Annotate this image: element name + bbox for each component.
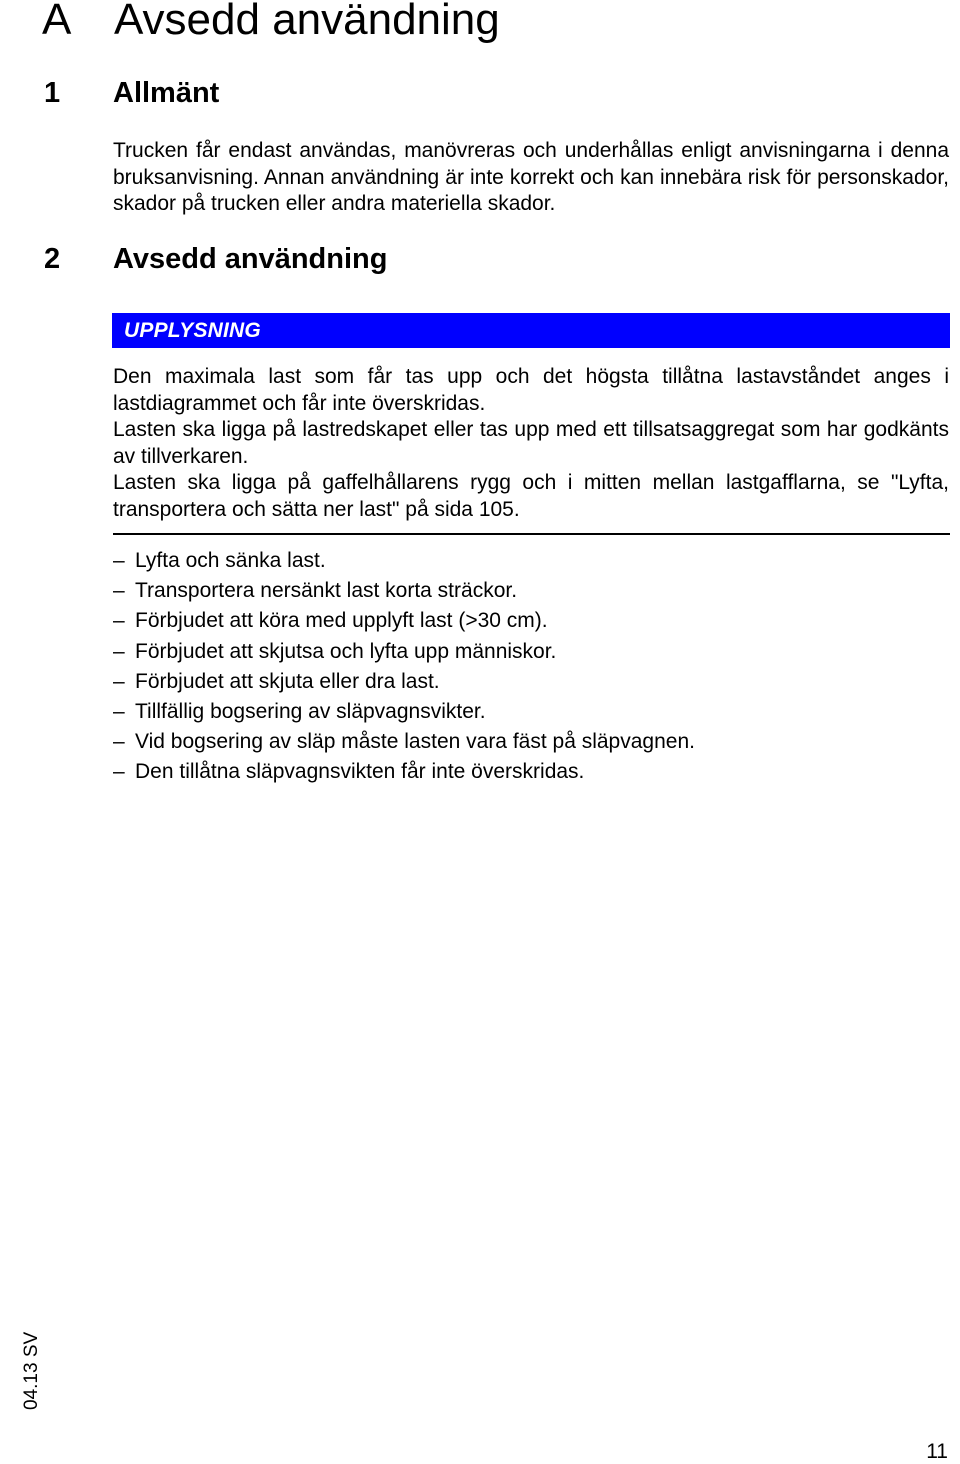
list-item: [113, 576, 695, 606]
dash-marker: –: [113, 579, 125, 603]
notice-body: [113, 364, 949, 523]
notice-paragraph: Lasten ska ligga på lastredskapet eller tas upp med ett tillsatsaggregat som har godkänts av tillverkaren.: [113, 418, 949, 468]
chapter-heading: [42, 0, 500, 44]
list-item: [113, 546, 695, 576]
list-item: [113, 757, 695, 787]
list-item-text: Tillfällig bogsering av släpvagnsvikter.: [135, 700, 486, 724]
section-number: 2: [44, 243, 61, 275]
section-heading-2: [44, 243, 387, 275]
list-item-text: Transportera nersänkt last korta sträckor.: [135, 579, 518, 603]
list-item: [113, 606, 695, 636]
revision-code: 04.13 SV: [21, 1331, 42, 1410]
section-number: 1: [44, 77, 61, 109]
section-heading-1: [44, 77, 219, 109]
list-item-text: Förbjudet att köra med upplyft last (>30 cm).: [135, 609, 548, 633]
list-item-text: Förbjudet att skjuta eller dra last.: [135, 669, 440, 693]
list-item-text: Vid bogsering av släp måste lasten vara fäst på släpvagnen.: [135, 730, 695, 754]
dash-marker: –: [113, 669, 125, 693]
list-item-text: Den tillåtna släpvagnsvikten får inte överskridas.: [135, 760, 585, 784]
section-1-body: [113, 138, 949, 218]
chapter-title: Avsedd användning: [114, 0, 500, 44]
list-item-text: Lyfta och sänka last.: [135, 549, 326, 572]
list-item: [113, 637, 695, 667]
dash-marker: –: [113, 639, 125, 663]
notice-end-rule: [113, 533, 950, 535]
usage-list: [113, 546, 695, 788]
list-item: [113, 697, 695, 727]
list-item-text: Förbjudet att skjutsa och lyfta upp människor.: [135, 639, 557, 663]
dash-marker: –: [113, 700, 125, 724]
paragraph: Trucken får endast användas, manövreras och underhållas enligt anvisningarna i denna bruksanvisning. Annan användning är inte korrekt och kan innebära risk för personskador, skador på trucken eller andra materiella skador.: [113, 139, 949, 215]
dash-marker: –: [113, 549, 125, 572]
dash-marker: –: [113, 609, 125, 633]
list-item: [113, 727, 695, 757]
notice-banner: [112, 313, 950, 348]
notice-label: UPPLYSNING: [124, 319, 261, 342]
section-title: Avsedd användning: [113, 243, 388, 275]
notice-paragraph: Lasten ska ligga på gaffelhållarens rygg och i mitten mellan lastgafflarna, se "Lyfta, transportera och sätta ner last" på sida 105.: [113, 471, 949, 521]
page-number: 11: [926, 1440, 948, 1463]
notice-paragraph: Den maximala last som får tas upp och det högsta tillåtna lastavståndet anges i lastdiagrammet och får inte överskridas.: [113, 365, 949, 415]
section-title: Allmänt: [113, 77, 220, 109]
chapter-letter: A: [42, 0, 72, 44]
dash-marker: –: [113, 730, 125, 754]
list-item: [113, 667, 695, 697]
dash-marker: –: [113, 760, 125, 784]
